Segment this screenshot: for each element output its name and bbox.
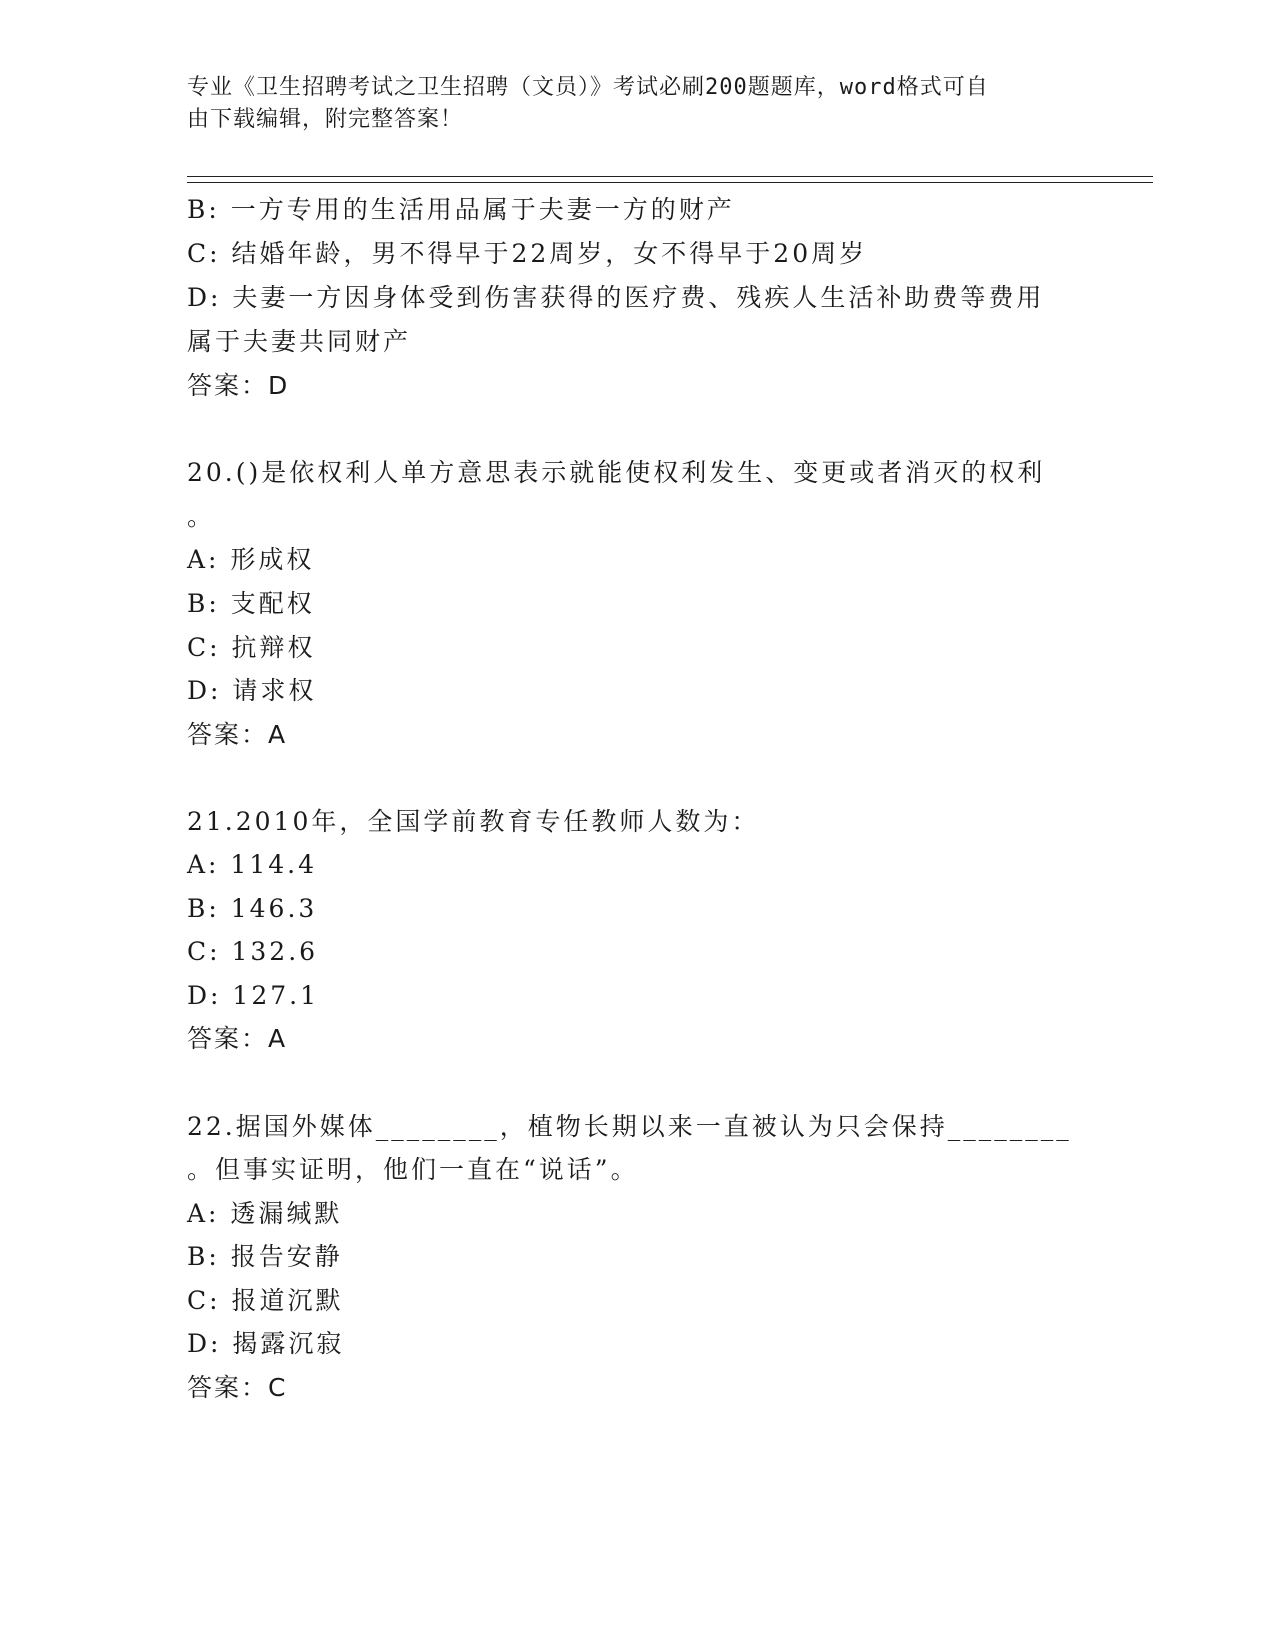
document-header — [187, 72, 1067, 136]
q19-option-d-line2: 属于夫妻共同财产 — [187, 327, 412, 356]
header-divider-bottom — [187, 182, 1153, 183]
q22-option-d: D: 揭露沉寂 — [187, 1329, 345, 1358]
q22-answer: 答案：C — [187, 1373, 288, 1402]
q19-option-c: C: 结婚年龄，男不得早于22周岁，女不得早于20周岁 — [187, 239, 868, 268]
q22-option-c: C: 报道沉默 — [187, 1286, 344, 1315]
q21-option-d: D: 127.1 — [187, 981, 319, 1010]
q20-option-c: C: 抗辩权 — [187, 633, 316, 662]
q21-option-c: C: 132.6 — [187, 937, 319, 966]
q22-option-b: B: 报告安静 — [187, 1242, 343, 1271]
q21-stem: 21.2010年，全国学前教育专任教师人数为： — [187, 807, 760, 836]
q20-stem-line1: 20.()是依权利人单方意思表示就能使权利发生、变更或者消灭的权利 — [187, 458, 1046, 487]
q20-stem-line2: 。 — [187, 502, 216, 531]
q22-option-a: A: 透漏缄默 — [187, 1199, 343, 1228]
header-line-2: 由下载编辑，附完整答案！ — [187, 107, 464, 132]
q19-option-b: B: 一方专用的生活用品属于夫妻一方的财产 — [187, 195, 735, 224]
q21-option-b: B: 146.3 — [187, 894, 318, 923]
q20-option-d: D: 请求权 — [187, 676, 317, 705]
q21-answer: 答案：A — [187, 1024, 288, 1053]
q20-option-a: A: 形成权 — [187, 545, 315, 574]
q19-option-d-line1: D: 夫妻一方因身体受到伤害获得的医疗费、残疾人生活补助费等费用 — [187, 283, 1045, 312]
q20-answer: 答案：A — [187, 720, 288, 749]
q21-option-a: A: 114.4 — [187, 850, 317, 879]
q20-option-b: B: 支配权 — [187, 589, 315, 618]
header-divider-top — [187, 176, 1153, 177]
q22-stem-line1: 22.据国外媒体________，植物长期以来一直被认为只会保持________ — [187, 1112, 1072, 1141]
q22-stem-line2: 。但事实证明，他们一直在“说话”。 — [187, 1155, 639, 1184]
q19-answer: 答案：D — [187, 371, 290, 400]
header-line-1: 专业《卫生招聘考试之卫生招聘（文员）》考试必刷200题题库，word格式可自 — [187, 75, 989, 100]
